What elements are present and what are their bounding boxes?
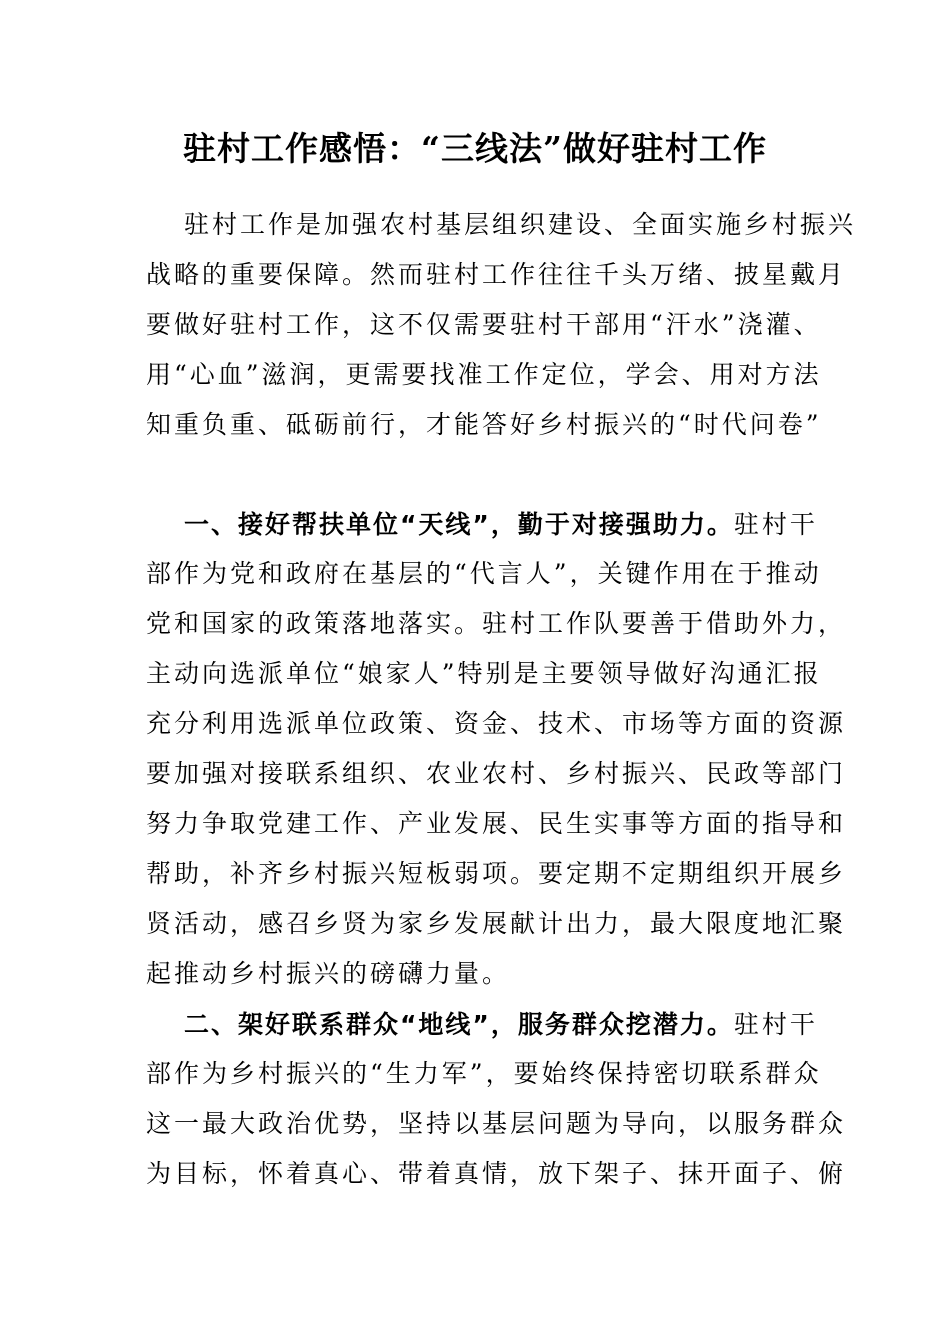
- section2-first-line: [184, 1007, 818, 1043]
- section1-heading: 一、接好帮扶单位“天线”，勤于对接强助力。: [184, 510, 734, 539]
- section2-first-line-rest: 驻村干: [733, 1010, 818, 1039]
- document-title: 驻村工作感悟：“三线法”做好驻村工作: [183, 129, 767, 168]
- intro-line: 用“心血”滋润，更需要找准工作定位，学会、用对方法: [146, 360, 822, 389]
- intro-line: 驻村工作是加强农村基层组织建设、全面实施乡村振兴: [184, 210, 857, 239]
- intro-line: 知重负重、砥砺前行，才能答好乡村振兴的“时代问卷”: [146, 410, 822, 439]
- section1-line: 党和国家的政策落地落实。驻村工作队要善于借助外力，: [146, 609, 847, 638]
- section1-first-line: [184, 507, 818, 543]
- section1-line: 充分利用选派单位政策、资金、技术、市场等方面的资源: [146, 709, 847, 738]
- section1-line: 主动向选派单位“娘家人”特别是主要领导做好沟通汇报: [146, 659, 822, 688]
- section1-first-line-rest: 驻村干: [733, 510, 818, 539]
- section1-line: 贤活动，感召乡贤为家乡发展献计出力，最大限度地汇聚: [146, 909, 847, 938]
- intro-line: 战略的重要保障。然而驻村工作往往千头万绪、披星戴月: [146, 260, 847, 289]
- section1-line: 努力争取党建工作、产业发展、民生实事等方面的指导和: [146, 809, 847, 838]
- section2-line: 部作为乡村振兴的“生力军”，要始终保持密切联系群众: [146, 1059, 822, 1088]
- section1-line: 起推动乡村振兴的磅礴力量。: [146, 959, 511, 988]
- intro-line: 要做好驻村工作，这不仅需要驻村干部用“汗水”浇灌、: [146, 310, 822, 339]
- section1-line: 要加强对接联系组织、农业农村、乡村振兴、民政等部门: [146, 759, 847, 788]
- section1-line: 部作为党和政府在基层的“代言人”，关键作用在于推动: [146, 559, 822, 588]
- section2-heading: 二、架好联系群众“地线”，服务群众挖潜力。: [184, 1010, 734, 1039]
- section1-line: 帮助，补齐乡村振兴短板弱项。要定期不定期组织开展乡: [146, 859, 847, 888]
- section2-line: 这一最大政治优势，坚持以基层问题为导向，以服务群众: [146, 1109, 847, 1138]
- section2-line: 为目标，怀着真心、带着真情，放下架子、抹开面子、俯: [146, 1159, 847, 1188]
